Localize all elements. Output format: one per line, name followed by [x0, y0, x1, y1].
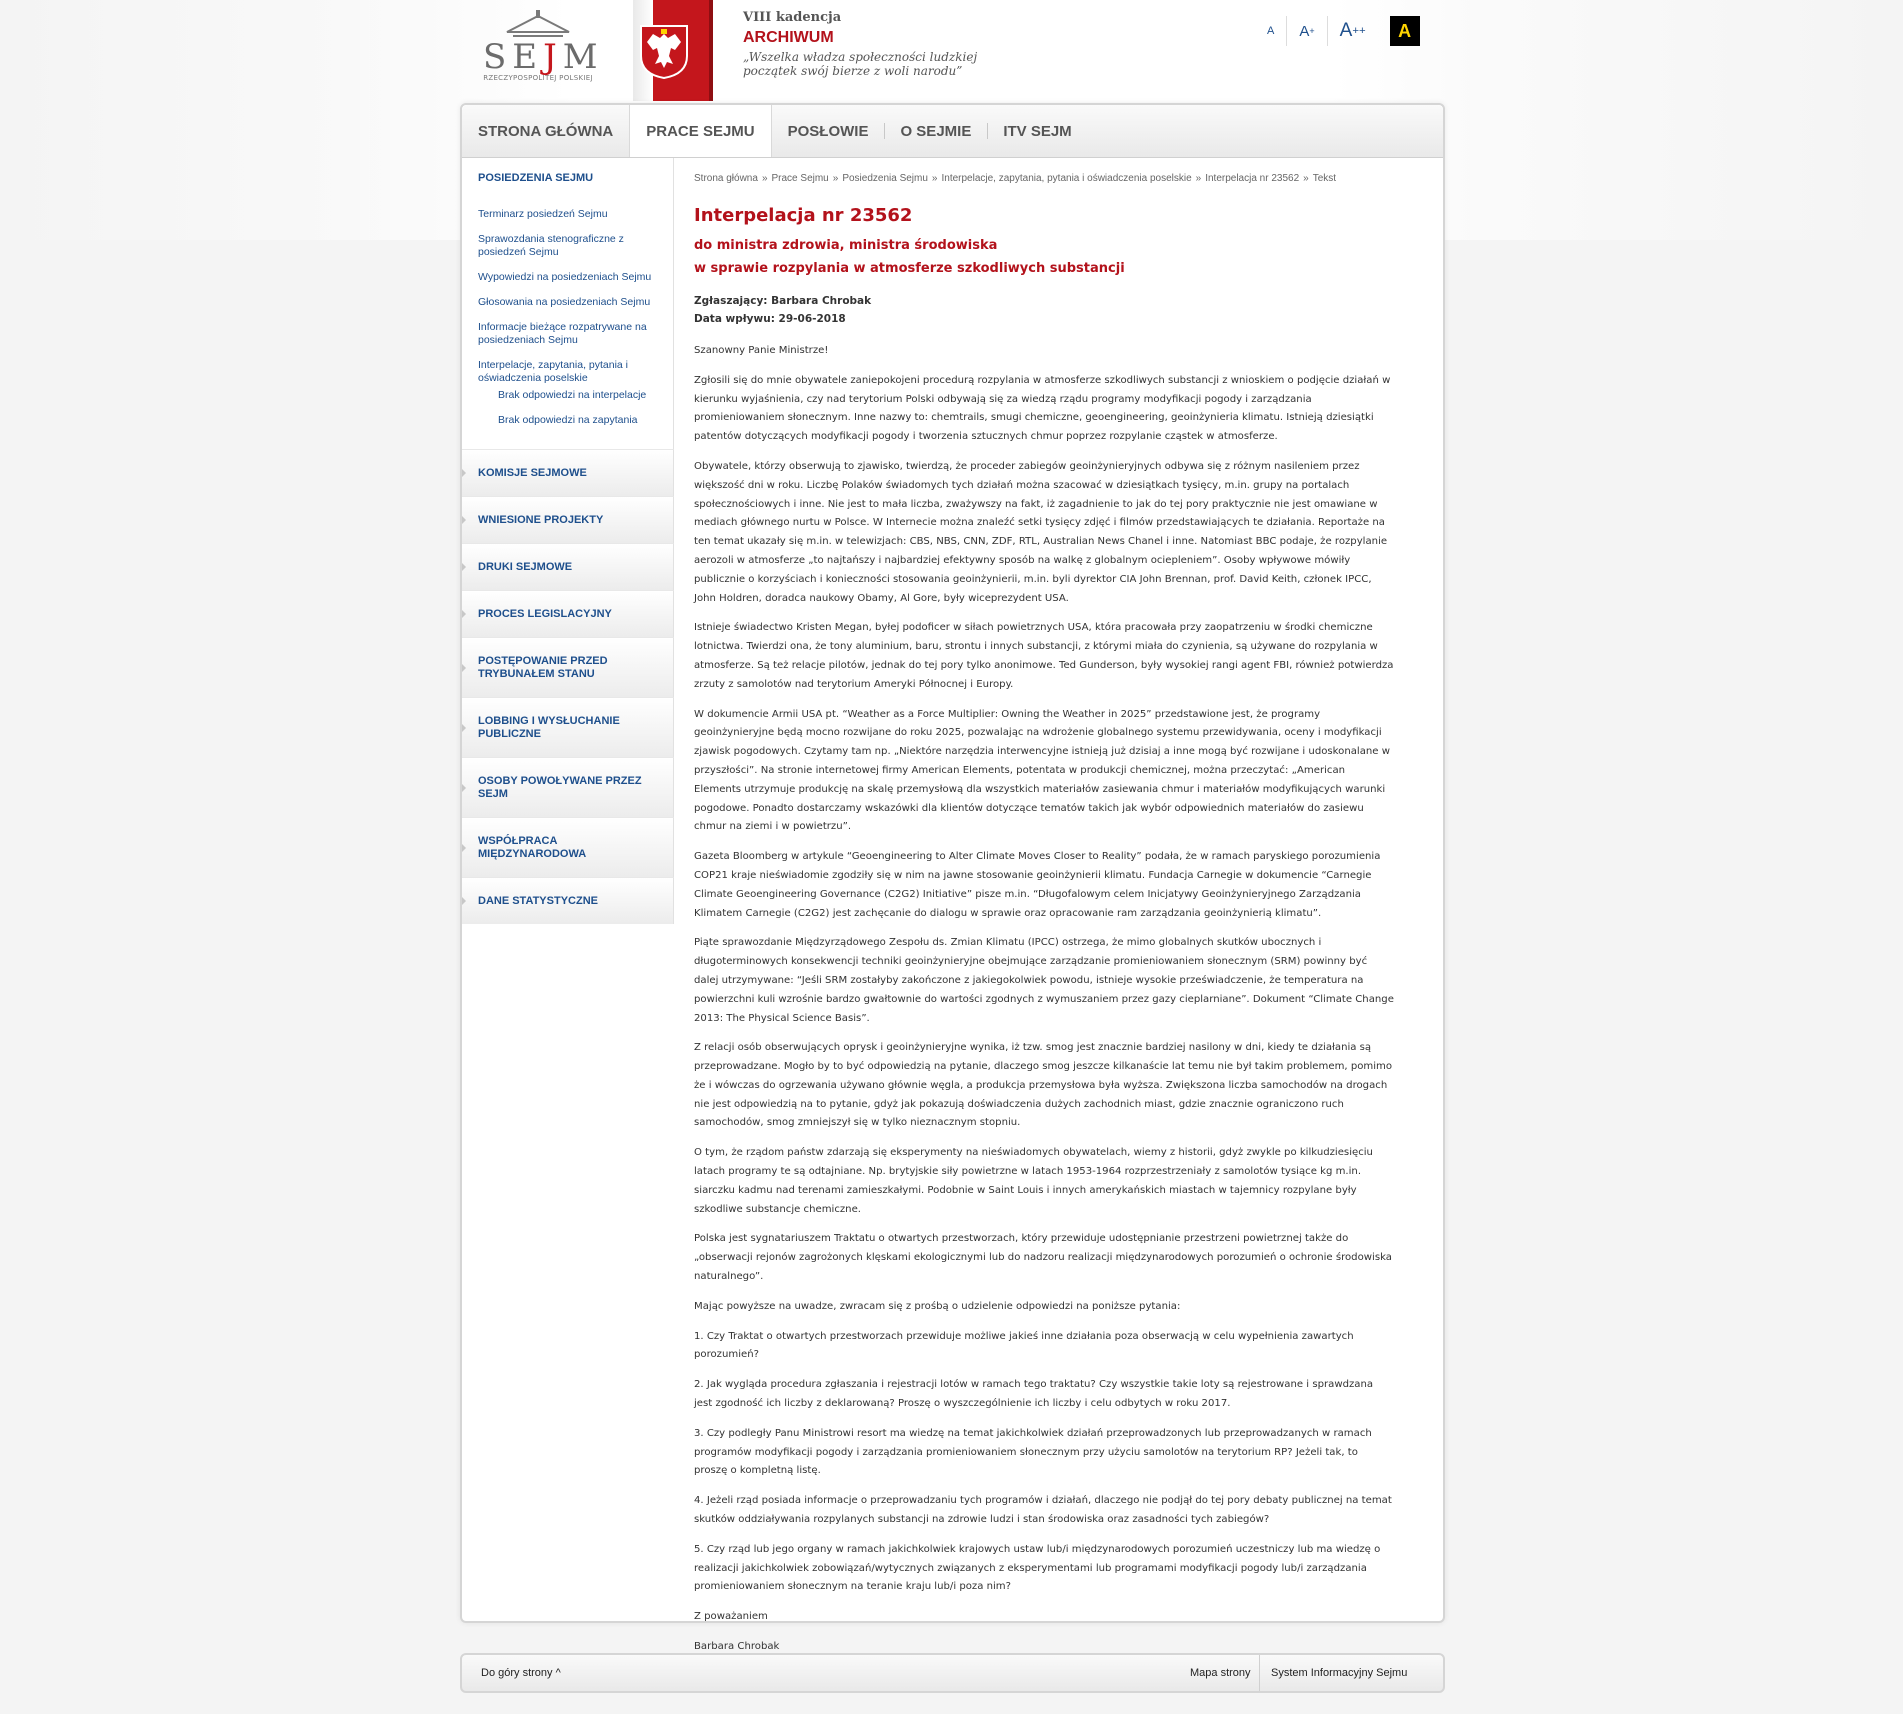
sidebar-section-posiedzenia [462, 158, 674, 449]
motto [743, 50, 1023, 78]
document-paragraph: Zgłosili się do mnie obywatele zaniepokojeni procedurą rozpylania w atmosferze szkodliwych substancji z wnioskiem o podjęcie działań w kierunku wyjaśnienia, czy nad terytorium Polski odbywają się za wiedzą rządu programy modyfikacji pogody i zarządzania promieniowaniem słonecznym. Inne nazwy to: chemtrails, smugi chemiczne, geoengineering, geoinżynieria klimatu. Istnieją dziesiątki patentów dotyczących modyfikacji pogody i tworzenia sztucznych chmur poprzez rozpylanie cząstek w atmosferze. [694, 374, 1391, 443]
sidebar-sublink[interactable]: Brak odpowiedzi na interpelacje [498, 389, 647, 401]
document-paragraph: 5. Czy rząd lub jego organy w ramach jakichkolwiek krajowych ustaw lub/i międzynarodowych porozumień uczestniczy lub ma wiedzę o realizacji jakichkolwiek zobowiązań/wytycznych związanych z eksperymentami lub programami modyfikacji pogody lub/i zarządzania promieniowaniem słonecznym na teranie kraju lub/i poza nim? [694, 1543, 1381, 1593]
breadcrumb-item: Tekst [1312, 173, 1337, 184]
sidebar-link[interactable]: Informacje bieżące rozpatrywane na posiedzeniach Sejmu [478, 321, 647, 346]
flag-banner [633, 0, 713, 101]
breadcrumb-separator: » [1303, 173, 1309, 184]
document-body [694, 342, 1394, 1687]
font-size-large-button[interactable]: A ++ [1339, 20, 1366, 41]
logo-subtext: RZECZYPOSPOLITEJ POLSKIEJ [483, 74, 593, 82]
font-size-controls [1255, 14, 1420, 48]
nav-item[interactable]: O SEJMIE [884, 105, 987, 157]
high-contrast-button[interactable]: A [1390, 16, 1420, 46]
sidebar [462, 158, 674, 924]
sidebar-block[interactable]: DRUKI SEJMOWE [462, 543, 674, 590]
breadcrumb-separator: » [1195, 173, 1202, 184]
motto-line: początek swój bierze z woli narodu” [743, 64, 963, 78]
document-paragraph: 3. Czy podległy Panu Ministrowi resort ma wiedzę na temat jakichkolwiek działań przeprowadzonych lub przeprowadzanych w ramach programów modyfikacji pogody i zarządzania promieniowaniem słonecznym przy użyciu samolotów na terytorium RP? Jeżeli tak, to proszę o kompletną listę. [694, 1427, 1372, 1477]
site-header [443, 0, 1460, 103]
sidebar-link[interactable]: Terminarz posiedzeń Sejmu [478, 208, 608, 220]
logo-text: SEJM [483, 37, 604, 77]
document-paragraph: Mając powyższe na uwadze, zwracam się z prośbą o udzielenie odpowiedzi na poniższe pytania: [694, 1300, 1181, 1312]
breadcrumb-separator: » [761, 173, 768, 184]
document-paragraph: W dokumencie Armii USA pt. “Weather as a Force Multiplier: Owning the Weather in 2025” przedstawione jest, że programy geoinżynieryjne będą mocno rozwijane do roku 2025, pozwalając na wdrożenie globalnego systemu przewidywania, oceny i modyfikacji zjawisk pogodowych. Czytamy tam np. „Niektóre narzędzia interwencyjne istnieją już dzisiaj a inne mogą być rozwijane i udoskonalane w przyszłości”. Na stronie internetowej firmy American Elements, potentata w produkcji chemicznej, można przeczytać: „American Elements utrzymuje produkcję na skalę przemysłową dla wszystkich materiałów zasiewania chmur i materiałów modyfikujących warunki pogodowe. Ponadto dostarczamy wskazówki dla klientów dotyczące tematów takich jak wybór odpowiednich materiałów do zasiewu chmur na ziemi i w powietrzu”. [694, 708, 1390, 833]
document-paragraph: Gazeta Bloomberg w artykule “Geoengineering to Alter Climate Moves Closer to Reality” podała, że w ramach paryskiego porozumienia COP21 kraje nieświadomie zgodziły się w nim na jawne stosowanie geoinżynierii klimatu. Fundacja Carnegie w dokumencie “Carnegie Climate Geoengineering Governance (C2G2) Initiative” pisze m.in. “Długofalowym celem Inicjatywy Geoinżynieryjnego Zarządzania Klimatem Carnegie (C2G2) jest zachęcanie do dialogu w sprawie oraz opracowanie ram zarządzania geoinżynierią klimatu”. [694, 851, 1381, 919]
page-title: Interpelacja nr 23562 [694, 205, 913, 226]
sidebar-block[interactable]: WSPÓŁPRACA MIĘDZYNARODOWA [462, 817, 674, 877]
document-paragraph: Szanowny Panie Ministrze! [694, 345, 829, 356]
document-paragraph: Obywatele, którzy obserwują to zjawisko, twierdzą, że proceder zabiegów geoinżynieryjnych odbywa się z różnym nasileniem przez większość dni w roku. Liczbę Polaków świadomych tych działań można szacować w dziesiątkach tysięcy, m.in. grupy na portalach społecznościowych i inne. Nie jest to mała liczba, zważywszy na fakt, iż zagadnienie to jak do tej pory praktycznie nie jest omawiane w mediach głównego nurtu w Polsce. W Internecie można znaleźć setki tysięcy zdjęć i filmów przedstawiających te działania. Reportaże na ten temat ukazały się m.in. w telewizjach: CBS, NBS, CNN, ZDF, RTL, Australian News Chanel i inne. Natomiast BBC podaje, że rozpylanie aerozoli w atmosferze „to najtańszy i najbardziej efektywny sposób na walkę z globalnym ociepleniem”. Osoby wpływowe mówiły publicznie o korzyściach i konieczności stosowania geoinżynierii, m.in. byli dyrektor CIA John Brennan, prof. David Keith, członek IPCC, John Holdren, doradca naukowy Obamy, Al Gore, były wiceprezydent USA. [694, 460, 1388, 604]
header-text [743, 10, 1023, 78]
sidebar-blocks [462, 449, 674, 924]
breadcrumb-separator: » [832, 173, 839, 184]
subtitle-line: w sprawie rozpylania w atmosferze szkodliwych substancji [694, 261, 1125, 276]
document-paragraph: 2. Jak wygląda procedura zgłaszania i rejestracji lotów w ramach tego traktatu? Czy wszystkie takie loty są rejestrowane i sprawdzana jest zgodność ich liczby z deklarowaną? Proszę o wyszczególnienie ich liczby i celu odbytych w roku 2017. [694, 1379, 1374, 1410]
motto-line: „Wszelka władza społeczności ludzkiej [743, 50, 978, 64]
document-paragraph: O tym, że rządom państw zdarzają się eksperymenty na nieświadomych obywatelach, wiemy z historii, gdyż zwykle po kilkudziesięciu latach programy te są odtajniane. Np. brytyjskie siły powietrzne w latach 1953-1964 rozprzestrzeniały z samolotów tysiące kg m.in. siarczku kadmu nad terenami zamieszkałymi. Podobnie w Saint Louis i innych amerykańskich miastach w tajemnicy rozpylane były szkodliwe substancje chemiczne. [694, 1147, 1373, 1215]
term-label: VIII kadencja [743, 10, 842, 25]
back-to-top-link[interactable]: Do góry strony ^ [481, 1667, 561, 1679]
sidebar-block[interactable]: LOBBING I WYSŁUCHANIE PUBLICZNE [462, 697, 674, 757]
page [443, 0, 1460, 1714]
sidebar-link[interactable]: Interpelacje, zapytania, pytania i oświadczenia poselskie [478, 359, 629, 384]
white-eagle-emblem-icon [637, 20, 691, 80]
document-meta [694, 292, 1394, 328]
sidebar-block[interactable]: POSTĘPOWANIE PRZED TRYBUNAŁEM STANU [462, 637, 674, 697]
document-paragraph: Barbara Chrobak [694, 1641, 780, 1653]
sidebar-link[interactable]: Sprawozdania stenograficzne z posiedzeń Sejmu [478, 233, 624, 258]
footer-divider [1259, 1655, 1260, 1691]
sidebar-block[interactable]: DANE STATYSTYCZNE [462, 877, 674, 924]
sitemap-link[interactable]: Mapa strony [1190, 1667, 1251, 1679]
nav-item[interactable]: POSŁOWIE [787, 122, 869, 140]
sidebar-section-title[interactable]: POSIEDZENIA SEJMU [478, 172, 594, 184]
sidebar-block[interactable]: PROCES LEGISLACYJNY [462, 590, 674, 637]
document-paragraph: Istnieje świadectwo Kristen Megan, byłej podoficer w siłach powietrznych USA, która pracowała przy zaopatrzeniu w środki chemiczne lotnictwa. Twierdzi ona, że tony aluminium, baru, strontu i innych substancji, z którymi miała do czynienia, są używane do rozpylania w atmosferze. Są też relacje pilotów, jednak do tej pory tylko anonimowe. Ted Gunderson, były wysokiej rangi agent FBI, również potwierdza zrzuty z samolotów nad terytorium Ameryki Północnej i Europy. [694, 622, 1394, 690]
font-size-small-button[interactable]: A [1255, 16, 1287, 46]
sidebar-link[interactable]: Wypowiedzi na posiedzeniach Sejmu [478, 271, 652, 283]
sidebar-block[interactable]: KOMISJE SEJMOWE [462, 449, 674, 496]
document-paragraph: 4. Jeżeli rząd posiada informacje o przeprowadzaniu tych programów i działań, dlaczego nie podjął do tej pory debaty publicznej na temat skutków oddziaływania rozpylanych substancji na zdrowie ludzi i stan środowiska oraz zasadności tych zabiegów? [694, 1495, 1392, 1526]
breadcrumb [694, 172, 1354, 185]
sejm-logo[interactable] [483, 10, 604, 88]
footer [460, 1653, 1445, 1693]
archive-label[interactable]: ARCHIWUM [743, 29, 834, 46]
parliament-roof-icon [505, 10, 571, 40]
sidebar-link[interactable]: Głosowania na posiedzeniach Sejmu [478, 296, 651, 308]
subtitle-line: do ministra zdrowia, ministra środowiska [694, 238, 998, 253]
document-paragraph: Piąte sprawozdanie Międzyrządowego Zespołu ds. Zmian Klimatu (IPCC) ostrzega, że mimo globalnych skutków ubocznych i długoterminowych konsekwencji techniki geoinżynieryjne obejmujące zarządzanie promieniowaniem słonecznym (SRM) powinny być dalej utrzymywane: “Jeśli SRM zostałyby zakończone z jakiegokolwiek powodu, istnieje wysokie przeświadczenie, że temperatura na powierzchni kuli wzrośnie bardzo gwałtownie do wartości zgodnych z wymuszaniem przez gazy cieplarniane”. Dokument “Climate Change 2013: The Physical Science Basis”. [694, 937, 1394, 1024]
sidebar-sublink[interactable]: Brak odpowiedzi na zapytania [498, 414, 638, 426]
sidebar-block[interactable]: WNIESIONE PROJEKTY [462, 496, 674, 543]
sidebar-links [478, 208, 657, 427]
font-size-medium-button[interactable]: A + [1287, 16, 1327, 46]
sidebar-block[interactable]: OSOBY POWOŁYWANE PRZEZ SEJM [462, 757, 674, 817]
nav-item[interactable]: ITV SEJM [987, 105, 1087, 157]
breadcrumb-item[interactable]: Strona główna [694, 173, 758, 184]
page-subtitle [694, 234, 1394, 280]
breadcrumb-item[interactable]: Interpelacja nr 23562 [1205, 173, 1300, 184]
main-nav [462, 105, 1443, 158]
date-label: Data wpływu: 29-06-2018 [694, 313, 846, 325]
nav-item[interactable]: PRACE SEJMU [629, 105, 771, 157]
submitter-label: Zgłaszający: Barbara Chrobak [694, 295, 872, 307]
sis-link[interactable]: System Informacyjny Sejmu [1271, 1667, 1408, 1679]
document-paragraph: Z relacji osób obserwujących oprysk i geoinżynieryjne wynika, iż tzw. smog jest znacznie bardziej nasilony w dni, kiedy te działania są przeprowadzane. Mogło by to być odpowiedzią na pytanie, dlaczego smog jeszcze kilkanaście lat temu nie był takim problemem, pomimo że i wówczas do ogrzewania używano głównie węgla, a produkcja przemysłowa była wyższa. Zwiększona liczba samochodów na drogach nie jest odpowiedzią na to pytanie, gdyż jak pokazują doświadczenia dużych zachodnich miast, gdzie znacznie ograniczono ruch samochodów, smog zmniejszył się w tylko nieznacznym stopniu. [694, 1042, 1393, 1129]
breadcrumb-item[interactable]: Posiedzenia Sejmu [842, 173, 928, 184]
breadcrumb-item[interactable]: Prace Sejmu [771, 173, 829, 184]
breadcrumb-separator: » [931, 173, 938, 184]
nav-item[interactable]: STRONA GŁÓWNA [478, 122, 614, 140]
document-paragraph: Z poważaniem [694, 1611, 768, 1623]
document-paragraph: Polska jest sygnatariuszem Traktatu o otwartych przestworzach, który przewiduje udostępnianie przestrzeni powietrznej także do „obserwacji rejonów zagrożonych klęskami ekologicznymi lub do nadzoru realizacji międzynarodowych porozumień o ochronie środowiska naturalnego”. [694, 1233, 1392, 1283]
breadcrumb-item[interactable]: Interpelacje, zapytania, pytania i oświadczenia poselskie [941, 173, 1192, 184]
main-container [460, 103, 1445, 1653]
main-content [694, 158, 1394, 1698]
document-paragraph: 1. Czy Traktat o otwartych przestworzach przewiduje możliwe jakieś inne działania poza obserwacją w celu wypełnienia zawartych porozumień? [694, 1330, 1354, 1361]
